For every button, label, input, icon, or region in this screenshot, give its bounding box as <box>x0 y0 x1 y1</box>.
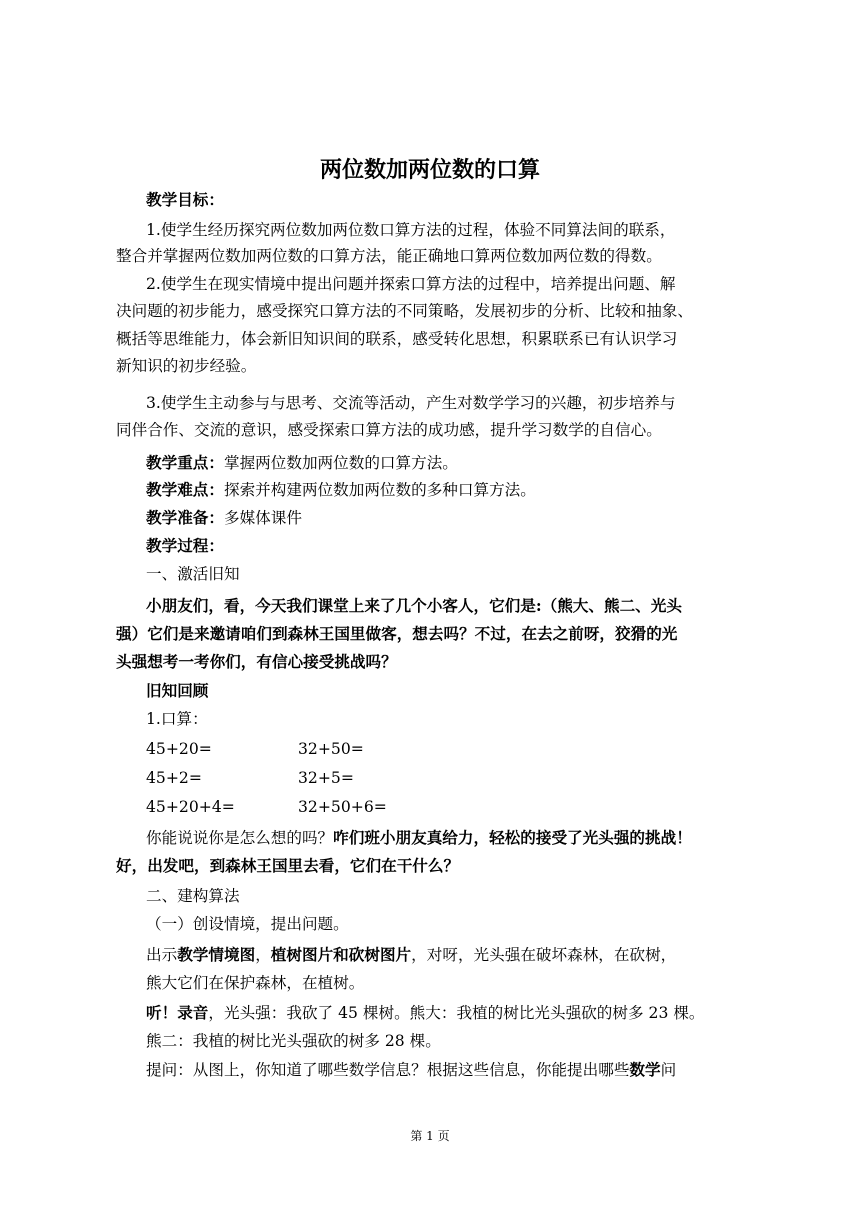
objective-3-line-1: 3.使学生主动参与与思考、交流等活动，产生对数学学习的兴趣，初步培养与 <box>146 394 676 412</box>
listen-text: ，光头强：我砍了 45 棵树。熊大：我植的树比光头强砍的树多 23 棵。 <box>208 1004 705 1022</box>
preparation-text: 多媒体课件 <box>223 509 302 527</box>
equation: 32+5= <box>298 769 354 787</box>
oral-calculation-label: 1.口算： <box>146 710 208 728</box>
show-line-1 <box>146 943 676 967</box>
difficulty-label: 教学难点： <box>146 480 224 499</box>
equation: 45+20= <box>146 740 212 758</box>
key-point-text: 掌握两位数加两位数的口算方法。 <box>223 454 458 472</box>
intro-line-2: 强）它们是来邀请咱们到森林王国里做客，想去吗？不过，在去之前呀，狡猾的光 <box>116 624 678 643</box>
objective-1-line-2: 整合并掌握两位数加两位数的口算方法，能正确地口算两位数加两位数的得数。 <box>116 247 662 265</box>
equation: 45+2= <box>146 769 202 787</box>
process-heading: 教学过程： <box>146 536 224 555</box>
section-2-heading: 二、建构算法 <box>146 887 240 905</box>
difficulty-text: 探索并构建两位数加两位数的多种口算方法。 <box>223 481 536 499</box>
page-number: 第 1 页 <box>410 1129 450 1143</box>
objective-2-line-4: 新知识的初步经验。 <box>116 357 257 375</box>
objective-2-line-3: 概括等思维能力，体会新旧知识间的联系，感受转化思想，积累联系已有认识学习 <box>116 330 678 348</box>
objective-2-line-2: 决问题的初步能力，感受探究口算方法的不同策略，发展初步的分析、比较和抽象、 <box>116 302 693 320</box>
objective-3-line-2: 同伴合作、交流的意识，感受探索口算方法的成功感，提升学习数学的自信心。 <box>116 421 662 439</box>
equation: 32+50= <box>298 740 364 758</box>
key-point <box>146 451 458 475</box>
think-praise: 咋们班小朋友真给力，轻松的接受了光头强的挑战！ <box>333 828 692 847</box>
equation: 32+50+6= <box>298 798 387 816</box>
difficulty-point <box>146 478 536 502</box>
objective-1-line-1: 1.使学生经历探究两位数加两位数口算方法的过程，体验不同算法间的联系， <box>146 221 676 239</box>
show-pictures: 植树图片和砍树图片 <box>270 945 412 964</box>
objectives-heading: 教学目标： <box>146 190 224 209</box>
equation: 45+20+4= <box>146 798 235 816</box>
intro-line-1: 小朋友们，看，今天我们课堂上来了几个小客人，它们是:（熊大、熊二、光头 <box>146 596 682 615</box>
show-text: 出示 <box>146 946 178 964</box>
think-line-2: 好，出发吧，到森林王国里去看，它们在干什么？ <box>116 856 460 875</box>
section-1-heading: 一、激活旧知 <box>146 565 240 583</box>
show-line-2: 熊大它们在保护森林，在植树。 <box>146 974 365 992</box>
intro-line-3: 头强想考一考你们，有信心接受挑战吗？ <box>116 652 397 671</box>
ask-end: 问 <box>660 1061 677 1079</box>
think-line-1 <box>146 826 692 850</box>
listen-label: 听！录音 <box>146 1003 209 1022</box>
subsection-1-heading: （一）创设情境，提出问题。 <box>146 915 349 933</box>
review-heading: 旧知回顾 <box>146 681 209 700</box>
document-title: 两位数加两位数的口算 <box>319 157 540 183</box>
preparation-label: 教学准备： <box>146 508 224 527</box>
think-question: 你能说说你是怎么想的吗？ <box>146 829 334 847</box>
show-rest: ，对呀，光头强在破坏森林，在砍树， <box>411 946 677 964</box>
objective-2-line-1: 2.使学生在现实情境中提出问题并探索口算方法的过程中，培养提出问题、解 <box>146 275 676 293</box>
show-comma: ， <box>255 946 271 964</box>
preparation <box>146 506 302 530</box>
show-scene: 教学情境图 <box>177 945 256 964</box>
listen-line-1 <box>146 1001 705 1025</box>
ask-line <box>146 1058 676 1082</box>
key-point-label: 教学重点： <box>146 453 224 472</box>
ask-math: 数学 <box>629 1060 661 1079</box>
ask-text: 提问：从图上，你知道了哪些数学信息？根据这些信息，你能提出哪些 <box>146 1061 630 1079</box>
listen-line-2: 熊二：我植的树比光头强砍的树多 28 棵。 <box>146 1032 441 1050</box>
